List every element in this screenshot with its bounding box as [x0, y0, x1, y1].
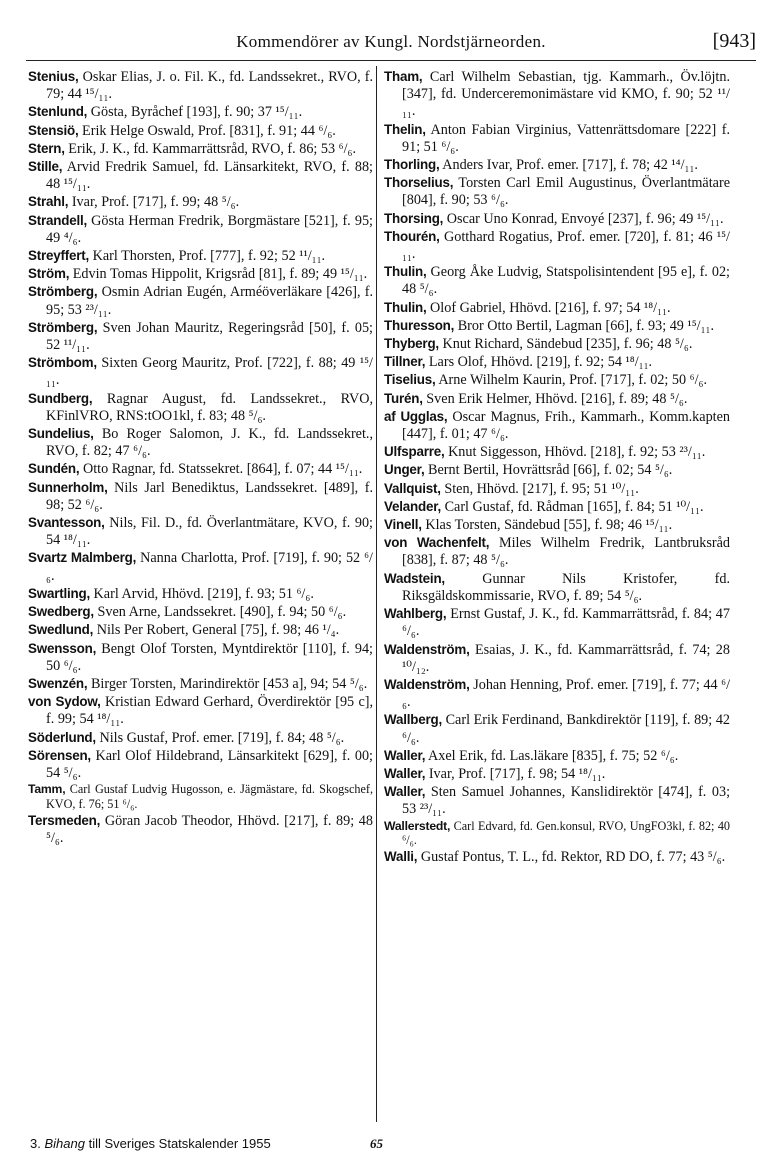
entry-details: Sven Arne, Landssekret. [490], f. 94; 50 ⁶/₆. — [97, 604, 347, 621]
directory-entry — [384, 819, 730, 849]
entry-details: Carl Gustaf, fd. Rådman [165], f. 84; 51 ¹⁰/₁₁. — [444, 498, 704, 515]
entry-details: Sten, Hhövd. [217], f. 95; 51 ¹⁰/₁₁. — [444, 480, 639, 497]
directory-entry — [384, 570, 730, 605]
directory-entry — [28, 782, 373, 812]
entry-surname: Swartling, — [28, 585, 90, 601]
entry-surname: Tersmeden, — [28, 812, 101, 828]
entry-surname: Sundelius, — [28, 426, 94, 442]
entry-details: Nils Jarl Benediktus, Landssekret. [489], f. 98; 52 ⁶/₆. — [46, 479, 373, 513]
entry-details: Sven Erik Helmer, Hhövd. [216], f. 89; 48 ⁵/₆. — [426, 390, 688, 407]
entry-surname: Waller, — [384, 765, 426, 781]
entry-details: Nils Gustaf, Prof. emer. [719], f. 84; 48 ⁵/₆. — [99, 729, 345, 746]
page-footer — [30, 1136, 730, 1156]
entry-surname: Wallberg, — [384, 712, 442, 728]
entry-details: Sixten Georg Mauritz, Prof. [722], f. 88; 49 ¹⁵/₁₁. — [46, 355, 373, 389]
entry-details: Ragnar August, fd. Landssekret., RVO, KFinlVRO, RNS:tOO1kl, f. 83; 48 ⁵/₆. — [46, 390, 374, 424]
entry-details: Gunnar Nils Kristofer, fd. Riksgäldskommissarie, RVO, f. 89; 54 ⁵/₆. — [402, 570, 730, 604]
directory-entry — [28, 193, 373, 211]
entry-details: Osmin Adrian Eugén, Arméöverläkare [426], f. 95; 53 ²³/₁₁. — [46, 284, 374, 318]
entry-details: Carl Wilhelm Sebastian, tjg. Kammarh., Öv.löjtn. [347], fd. Underceremonimästare vid KMO, f. 90; 52 ¹¹/₁₁. — [402, 69, 730, 120]
directory-entry — [384, 317, 730, 335]
directory-entry — [384, 443, 730, 461]
entry-surname: Waldenström, — [384, 676, 470, 692]
entry-surname: Thorling, — [384, 157, 440, 173]
entry-details: Knut Siggesson, Hhövd. [218], f. 92; 53 ²³/₁₁. — [448, 444, 706, 461]
entry-surname: Sunnerholm, — [28, 479, 108, 495]
entry-surname: Wahlberg, — [384, 606, 447, 622]
directory-entry — [28, 425, 373, 460]
directory-entry — [28, 140, 373, 158]
entry-surname: Strömbom, — [28, 355, 97, 371]
directory-entry — [384, 848, 730, 866]
directory-entry — [28, 812, 373, 847]
footer-source — [30, 1136, 271, 1151]
directory-entry — [28, 621, 373, 639]
directory-entry — [384, 335, 730, 353]
directory-entry — [28, 693, 373, 728]
entry-details: Esaias, J. K., fd. Kammarrättsråd, f. 74; 28 ¹⁰/₁₂. — [402, 641, 730, 675]
entry-details: Gotthard Rogatius, Prof. emer. [720], f. 81; 46 ¹⁵/₁₁. — [402, 228, 731, 263]
entry-details: Karl Thorsten, Prof. [777], f. 92; 52 ¹¹/₁₁. — [92, 248, 326, 265]
entry-surname: Strömberg, — [28, 284, 98, 300]
entry-details: Klas Torsten, Sändebud [55], f. 98; 46 ¹⁵/₁₁. — [425, 517, 673, 534]
entry-surname: Swenzén, — [28, 675, 88, 691]
directory-entry — [384, 498, 730, 516]
entry-details: Georg Åke Ludvig, Statspolisintendent [95 e], f. 02; 48 ⁵/₆. — [402, 264, 731, 298]
entry-surname: Velander, — [384, 498, 442, 514]
directory-entry — [28, 103, 373, 121]
entry-details: Nils, Fil. D., fd. Överlantmätare, KVO, f. 90; 54 ¹⁸/₁₁. — [46, 515, 373, 549]
directory-entry — [28, 265, 373, 283]
directory-entry — [384, 390, 730, 408]
footer-page-number: 65 — [370, 1136, 383, 1151]
entry-details: Bo Roger Salomon, J. K., fd. Landssekret., RVO, f. 82; 47 ⁶/₆. — [46, 426, 373, 460]
directory-entry — [28, 729, 373, 747]
entry-details: Nanna Charlotta, Prof. [719], f. 90; 52 ⁶/₆. — [46, 550, 374, 584]
entry-surname: Thourén, — [384, 228, 440, 244]
directory-entry — [384, 765, 730, 783]
entry-details: Birger Torsten, Marindirektör [453 a], 94; 54 ⁵/₆. — [90, 675, 368, 692]
entry-surname: Ulfsparre, — [384, 444, 445, 460]
entry-surname: Strahl, — [28, 194, 69, 210]
entry-surname: Svantesson, — [28, 515, 105, 531]
directory-entry — [28, 479, 373, 514]
entry-details: Miles Wilhelm Fredrik, Lantbruksråd [838], f. 87; 48 ⁵/₆. — [402, 535, 731, 569]
entry-surname: Thorselius, — [384, 175, 454, 191]
entry-details: Göran Jacob Theodor, Hhövd. [217], f. 89; 48 ⁵/₆. — [46, 812, 373, 846]
directory-entry — [384, 371, 730, 389]
entry-surname: Unger, — [384, 462, 425, 478]
directory-entry — [28, 585, 373, 603]
entry-surname: Wallerstedt, — [384, 818, 451, 833]
directory-entry — [28, 603, 373, 621]
directory-entry — [28, 675, 373, 693]
entry-surname: Thuresson, — [384, 317, 455, 333]
entry-surname: von Wachenfelt, — [384, 535, 490, 551]
footer-source-italic: Bihang — [44, 1136, 85, 1151]
entry-surname: Walli, — [384, 849, 418, 865]
entry-surname: Stille, — [28, 159, 63, 175]
entry-details: Karl Arvid, Hhövd. [219], f. 93; 51 ⁶/₆. — [93, 585, 314, 602]
entry-details: Torsten Carl Emil Augustinus, Överlantmätare [804], f. 90; 53 ⁶/₆. — [402, 175, 730, 209]
entry-surname: Sundén, — [28, 461, 80, 477]
directory-entry — [384, 174, 730, 209]
page-number-header: [943] — [712, 30, 756, 52]
entry-surname: Stenius, — [28, 69, 79, 84]
directory-entry — [384, 408, 730, 443]
entry-details: Carl Edvard, fd. Gen.konsul, RVO, UngFO3kl, f. 82; 40 ⁶/₆. — [402, 818, 731, 848]
entry-surname: Tham, — [384, 69, 423, 84]
directory-entry — [384, 783, 730, 818]
entry-surname: Swedberg, — [28, 604, 94, 620]
entry-surname: Ström, — [28, 266, 70, 282]
entry-details: Ivar, Prof. [717], f. 98; 54 ¹⁸/₁₁. — [428, 765, 606, 782]
page-header — [26, 30, 756, 56]
column-divider — [376, 66, 377, 1122]
left-column — [28, 68, 373, 847]
entry-details: Edvin Tomas Hippolit, Krigsråd [81], f. 89; 49 ¹⁵/₁₁. — [72, 266, 368, 283]
directory-entry — [28, 514, 373, 549]
entry-surname: Turén, — [384, 390, 423, 406]
directory-entry — [384, 605, 730, 640]
entry-details: Oscar Uno Konrad, Envoyé [237], f. 96; 49 ¹⁵/₁₁. — [446, 210, 724, 227]
directory-entry — [28, 640, 373, 675]
entry-surname: Stern, — [28, 140, 65, 156]
header-rule — [26, 60, 756, 61]
entry-surname: Sörensen, — [28, 747, 91, 763]
entry-surname: Stensiö, — [28, 122, 79, 138]
directory-entry — [28, 283, 373, 318]
entry-details: Kristian Edward Gerhard, Överdirektör [95 c], f. 99; 54 ¹⁸/₁₁. — [46, 694, 374, 728]
directory-entry — [384, 299, 730, 317]
entry-surname: Waller, — [384, 747, 426, 763]
directory-entry — [28, 747, 373, 782]
directory-entry — [28, 247, 373, 265]
entry-surname: Tiselius, — [384, 372, 436, 388]
entry-details: Olof Gabriel, Hhövd. [216], f. 97; 54 ¹⁸/₁₁. — [430, 299, 671, 316]
entry-details: Bror Otto Bertil, Lagman [66], f. 93; 49 ¹⁵/₁₁. — [457, 317, 715, 334]
directory-entry — [384, 210, 730, 228]
entry-details: Johan Henning, Prof. emer. [719], f. 77; 44 ⁶/₆. — [402, 676, 731, 711]
directory-entry — [384, 711, 730, 746]
entry-details: Erik, J. K., fd. Kammarrättsråd, RVO, f. 86; 53 ⁶/₆. — [68, 140, 357, 157]
entry-details: Axel Erik, fd. Las.läkare [835], f. 75; 52 ⁶/₆. — [428, 747, 679, 764]
entry-details: Gustaf Pontus, T. L., fd. Rektor, RD DO, f. 77; 43 ⁵/₆. — [420, 849, 726, 866]
entry-surname: Svartz Malmberg, — [28, 550, 137, 566]
entry-surname: Swensson, — [28, 640, 97, 656]
entry-details: Bernt Bertil, Hovrättsråd [66], f. 02; 54 ⁵/₆. — [428, 462, 673, 479]
right-column — [384, 68, 730, 866]
entry-surname: Sundberg, — [28, 390, 93, 406]
entry-details: Nils Per Robert, General [75], f. 98; 46 ¹/₄. — [96, 622, 340, 639]
entry-surname: af Ugglas, — [384, 408, 448, 424]
entry-details: Oscar Magnus, Frih., Kammarh., Komm.kapten [447], f. 01; 47 ⁶/₆. — [402, 408, 730, 443]
entry-surname: von Sydow, — [28, 694, 101, 710]
entry-surname: Streyffert, — [28, 248, 90, 264]
footer-source-rest: till Sveriges Statskalender 1955 — [88, 1136, 271, 1151]
entry-details: Bengt Olof Torsten, Myntdirektör [110], f. 94; 50 ⁶/₆. — [46, 640, 374, 674]
directory-entry — [384, 480, 730, 498]
directory-entry — [384, 461, 730, 479]
entry-surname: Thulin, — [384, 264, 427, 280]
directory-entry — [28, 122, 373, 140]
entry-details: Sven Johan Mauritz, Regeringsråd [50], f. 05; 52 ¹¹/₁₁. — [46, 319, 373, 354]
directory-entry — [28, 460, 373, 478]
directory-entry — [384, 353, 730, 371]
entry-details: Erik Helge Oswald, Prof. [831], f. 91; 44 ⁶/₆. — [82, 122, 336, 139]
footer-source-prefix: 3. — [30, 1136, 41, 1151]
directory-entry — [28, 212, 373, 247]
entry-details: Otto Ragnar, fd. Statssekret. [864], f. 07; 44 ¹⁵/₁₁. — [82, 461, 363, 478]
entry-surname: Tillner, — [384, 354, 426, 370]
entry-details: Oskar Elias, J. o. Fil. K., fd. Landssekret., RVO, f. 79; 44 ¹⁵/₁₁. — [46, 69, 374, 103]
entry-surname: Strandell, — [28, 212, 88, 228]
directory-entry — [384, 121, 730, 156]
page-title: Kommendörer av Kungl. Nordstjärneorden. — [236, 32, 546, 51]
entry-details: Lars Olof, Hhövd. [219], f. 92; 54 ¹⁸/₁₁. — [428, 354, 653, 371]
directory-entry — [384, 516, 730, 534]
directory-entry — [384, 68, 730, 121]
entry-surname: Söderlund, — [28, 729, 96, 745]
directory-entry — [384, 534, 730, 569]
directory-entry — [28, 158, 373, 193]
entry-details: Anders Ivar, Prof. emer. [717], f. 78; 42 ¹⁴/₁₁. — [442, 157, 698, 174]
directory-entry — [28, 68, 373, 103]
entry-details: Ernst Gustaf, J. K., fd. Kammarrättsråd, f. 84; 47 ⁶/₆. — [402, 606, 730, 640]
entry-surname: Vallquist, — [384, 480, 441, 496]
directory-entry — [384, 747, 730, 765]
entry-surname: Thorsing, — [384, 210, 444, 226]
entry-surname: Tamm, — [28, 782, 66, 797]
directory-entry — [28, 549, 373, 584]
entry-details: Carl Gustaf Ludvig Hugosson, e. Jägmästare, fd. Skogschef, KVO, f. 76; 51 ⁶/₆. — [46, 782, 373, 811]
entry-details: Gösta, Byråchef [193], f. 90; 37 ¹⁵/₁₁. — [90, 104, 303, 121]
entry-details: Sten Samuel Johannes, Kanslidirektör [474], f. 03; 53 ²³/₁₁. — [402, 784, 731, 818]
entry-details: Ivar, Prof. [717], f. 99; 48 ⁵/₆. — [71, 194, 240, 211]
entry-surname: Thelin, — [384, 121, 426, 137]
entry-surname: Stenlund, — [28, 104, 88, 120]
entry-surname: Vinell, — [384, 517, 422, 533]
entry-surname: Strömberg, — [28, 319, 98, 335]
entry-surname: Thulin, — [384, 299, 427, 315]
entry-details: Knut Richard, Sändebud [235], f. 96; 48 ⁵/₆. — [442, 336, 693, 353]
entry-surname: Waldenström, — [384, 641, 470, 657]
directory-entry — [28, 319, 373, 354]
entry-surname: Waller, — [384, 784, 426, 800]
entry-details: Gösta Herman Fredrik, Borgmästare [521], f. 95; 49 ⁴/₆. — [46, 212, 373, 246]
entry-details: Carl Erik Ferdinand, Bankdirektör [119], f. 89; 42 ⁶/₆. — [402, 712, 731, 746]
directory-entry — [28, 390, 373, 425]
entry-details: Karl Olof Hildebrand, Länsarkitekt [629], f. 00; 54 ⁵/₆. — [46, 747, 373, 781]
directory-entry — [28, 354, 373, 389]
entry-surname: Thyberg, — [384, 336, 439, 352]
entry-details: Anton Fabian Virginius, Vattenrättsdomare [222] f. 91; 51 ⁶/₆. — [402, 121, 731, 155]
directory-entry — [384, 228, 730, 263]
entry-surname: Wadstein, — [384, 570, 445, 586]
entry-details: Arvid Fredrik Samuel, fd. Länsarkitekt, RVO, f. 88; 48 ¹⁵/₁₁. — [46, 159, 373, 193]
directory-entry — [384, 263, 730, 298]
entry-surname: Swedlund, — [28, 622, 94, 638]
entry-details: Arne Wilhelm Kaurin, Prof. [717], f. 02; 50 ⁶/₆. — [438, 372, 708, 389]
directory-entry — [384, 676, 730, 711]
directory-entry — [384, 641, 730, 676]
directory-entry — [384, 156, 730, 174]
